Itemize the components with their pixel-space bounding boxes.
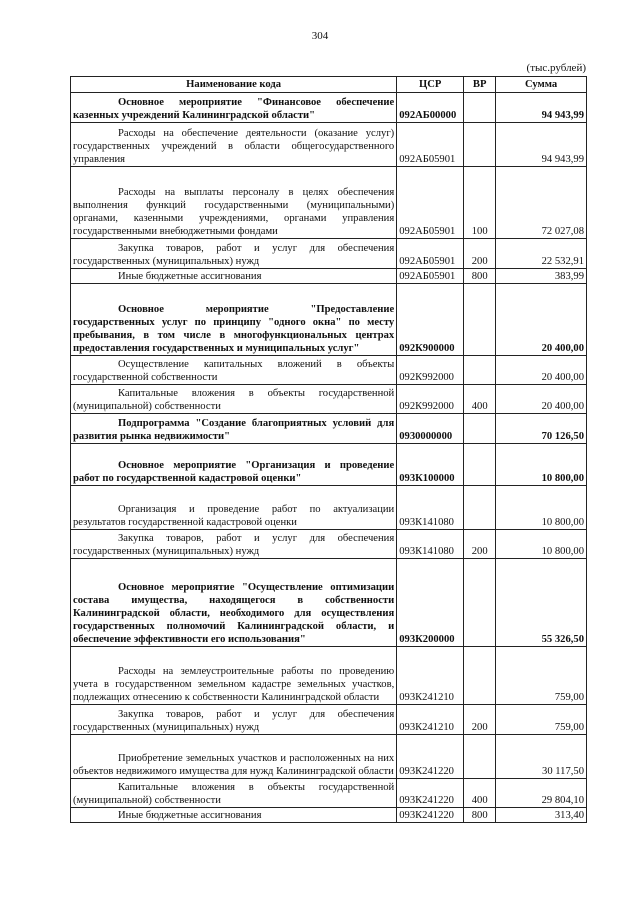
row-csr: 093К141080 bbox=[397, 486, 464, 530]
row-vr: 400 bbox=[464, 779, 496, 808]
row-sum: 20 400,00 bbox=[496, 385, 587, 414]
row-vr: 800 bbox=[464, 808, 496, 823]
row-name: Расходы на обеспечение деятельности (оказание услуг) государственных учреждений в области общегосударственного управления bbox=[71, 123, 397, 167]
row-sum: 94 943,99 bbox=[496, 93, 587, 123]
row-csr: 0930000000 bbox=[397, 414, 464, 444]
row-sum: 22 532,91 bbox=[496, 239, 587, 269]
row-name: Расходы на землеустроительные работы по проведению учета в государственном земельном кадастре земельных участков, подлежащих отнесению к собственности Калининградской области bbox=[71, 647, 397, 705]
budget-table bbox=[70, 76, 587, 823]
table-row bbox=[71, 779, 587, 808]
table-row bbox=[71, 385, 587, 414]
header-sum: Сумма bbox=[496, 77, 587, 93]
row-vr: 200 bbox=[464, 239, 496, 269]
row-csr: 092АБ05901 bbox=[397, 239, 464, 269]
row-csr: 093К241220 bbox=[397, 779, 464, 808]
row-sum: 10 800,00 bbox=[496, 486, 587, 530]
row-sum: 72 027,08 bbox=[496, 167, 587, 239]
row-sum: 94 943,99 bbox=[496, 123, 587, 167]
table-row bbox=[71, 530, 587, 559]
row-csr: 092К900000 bbox=[397, 284, 464, 356]
row-name: Основное мероприятие "Финансовое обеспечение казенных учреждений Калининградской области" bbox=[71, 93, 397, 123]
table-row bbox=[71, 356, 587, 385]
row-sum: 20 400,00 bbox=[496, 284, 587, 356]
table-row bbox=[71, 284, 587, 356]
row-sum: 10 800,00 bbox=[496, 530, 587, 559]
row-name: Основное мероприятие "Организация и проведение работ по государственной кадастровой оценки" bbox=[71, 444, 397, 486]
row-sum: 759,00 bbox=[496, 647, 587, 705]
table-row bbox=[71, 486, 587, 530]
row-name: Иные бюджетные ассигнования bbox=[71, 269, 397, 284]
table-header-row bbox=[71, 77, 587, 93]
page-number: 304 bbox=[311, 30, 329, 42]
table-row bbox=[71, 735, 587, 779]
table-row bbox=[71, 559, 587, 647]
row-name: Закупка товаров, работ и услуг для обеспечения государственных (муниципальных) нужд bbox=[71, 239, 397, 269]
header-vr: ВР bbox=[464, 77, 496, 93]
units-label: (тыс.рублей) bbox=[526, 62, 586, 74]
row-sum: 10 800,00 bbox=[496, 444, 587, 486]
row-vr: 800 bbox=[464, 269, 496, 284]
row-name: Осуществление капитальных вложений в объекты государственной собственности bbox=[71, 356, 397, 385]
row-vr bbox=[464, 93, 496, 123]
row-vr bbox=[464, 356, 496, 385]
table-body bbox=[71, 93, 587, 823]
row-name: Капитальные вложения в объекты государственной (муниципальной) собственности bbox=[71, 385, 397, 414]
row-name: Основное мероприятие "Осуществление оптимизации состава имущества, находящегося в собственности Калининградской области, необходимого для осуществления государственных полномочий Калининградской области, и обеспечение эффективности его использования" bbox=[71, 559, 397, 647]
row-name: Капитальные вложения в объекты государственной (муниципальной) собственности bbox=[71, 779, 397, 808]
table-row bbox=[71, 167, 587, 239]
row-csr: 092АБ05901 bbox=[397, 269, 464, 284]
table-row bbox=[71, 123, 587, 167]
row-csr: 093К241220 bbox=[397, 735, 464, 779]
row-csr: 093К241210 bbox=[397, 647, 464, 705]
row-vr bbox=[464, 414, 496, 444]
row-sum: 30 117,50 bbox=[496, 735, 587, 779]
row-name: Иные бюджетные ассигнования bbox=[71, 808, 397, 823]
table-row bbox=[71, 93, 587, 123]
row-csr: 093К241210 bbox=[397, 705, 464, 735]
row-name: Подпрограмма "Создание благоприятных условий для развития рынка недвижимости" bbox=[71, 414, 397, 444]
row-vr bbox=[464, 647, 496, 705]
header-csr: ЦСР bbox=[397, 77, 464, 93]
row-name: Основное мероприятие "Предоставление государственных услуг по принципу "одного окна" по месту пребывания, в том числе в многофункциональных центрах предоставления государственных и муниципальных услуг" bbox=[71, 284, 397, 356]
row-csr: 093К100000 bbox=[397, 444, 464, 486]
row-vr bbox=[464, 559, 496, 647]
row-vr bbox=[464, 444, 496, 486]
row-csr: 092К992000 bbox=[397, 385, 464, 414]
table-row bbox=[71, 239, 587, 269]
row-sum: 29 804,10 bbox=[496, 779, 587, 808]
row-sum: 759,00 bbox=[496, 705, 587, 735]
row-csr: 092К992000 bbox=[397, 356, 464, 385]
row-vr bbox=[464, 123, 496, 167]
table-row bbox=[71, 705, 587, 735]
row-vr: 100 bbox=[464, 167, 496, 239]
row-csr: 093К241220 bbox=[397, 808, 464, 823]
table-row bbox=[71, 269, 587, 284]
row-vr: 200 bbox=[464, 530, 496, 559]
row-name: Приобретение земельных участков и расположенных на них объектов недвижимого имущества для нужд Калининградской области bbox=[71, 735, 397, 779]
header-name: Наименование кода bbox=[71, 77, 397, 93]
row-sum: 313,40 bbox=[496, 808, 587, 823]
row-vr: 200 bbox=[464, 705, 496, 735]
row-sum: 20 400,00 bbox=[496, 356, 587, 385]
row-vr: 400 bbox=[464, 385, 496, 414]
row-csr: 093К141080 bbox=[397, 530, 464, 559]
table-row bbox=[71, 444, 587, 486]
row-name: Закупка товаров, работ и услуг для обеспечения государственных (муниципальных) нужд bbox=[71, 705, 397, 735]
row-vr bbox=[464, 284, 496, 356]
row-vr bbox=[464, 735, 496, 779]
row-sum: 70 126,50 bbox=[496, 414, 587, 444]
row-name: Закупка товаров, работ и услуг для обеспечения государственных (муниципальных) нужд bbox=[71, 530, 397, 559]
row-csr: 092АБ05901 bbox=[397, 167, 464, 239]
table-row bbox=[71, 647, 587, 705]
row-vr bbox=[464, 486, 496, 530]
row-sum: 55 326,50 bbox=[496, 559, 587, 647]
row-sum: 383,99 bbox=[496, 269, 587, 284]
row-csr: 093К200000 bbox=[397, 559, 464, 647]
row-csr: 092АБ00000 bbox=[397, 93, 464, 123]
row-csr: 092АБ05901 bbox=[397, 123, 464, 167]
row-name: Расходы на выплаты персоналу в целях обеспечения выполнения функций государственными (муниципальными) органами, казенными учреждениями, органами управления государственными внебюджетными фондами bbox=[71, 167, 397, 239]
table-row bbox=[71, 414, 587, 444]
row-name: Организация и проведение работ по актуализации результатов государственной кадастровой оценки bbox=[71, 486, 397, 530]
table-row bbox=[71, 808, 587, 823]
